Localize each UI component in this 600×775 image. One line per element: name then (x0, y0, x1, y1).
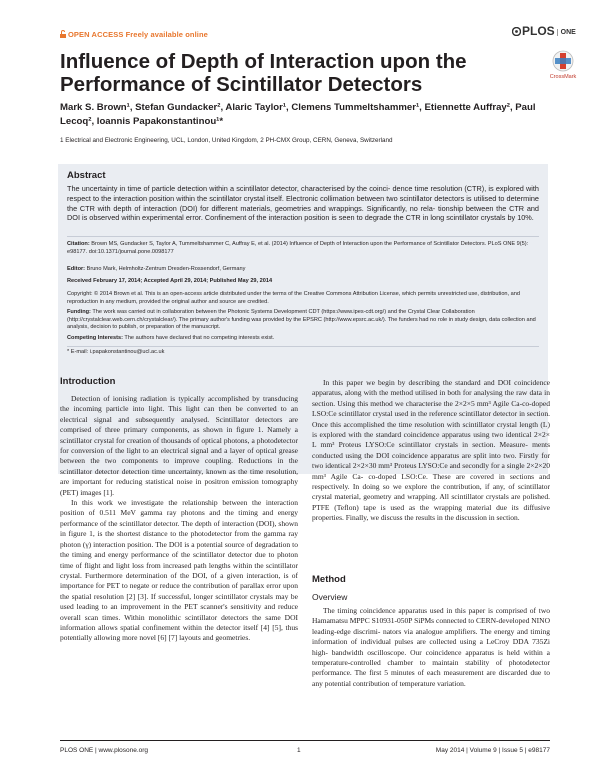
competing-text: The authors have declared that no competing interests exist. (124, 335, 275, 341)
competing-interests (67, 335, 539, 343)
editor-text: Bruno Mark, Helmholtz-Zentrum Dresden-Rossendorf, Germany (86, 266, 246, 272)
right-paragraph-1: In this paper we begin by describing the standard and DOI coincidence apparatus, along with the method utilised in both for analysing the raw data in section. Using this method we characterise the 2×2×5 mm³ Agile Ca-co-doped LSO:Ce scintillator crystal used in the reference scintillator detector in section. Once this accomplished the time resolution with scintillator crystal length (L) is explored with the standard coincidence apparatus using two identical 2×2× L mm³ Proteus LYSO:Ce scintillator crystals in section. Measure- ments conducted using the DOI coincidence apparatus are split into two. Firstly for two identical 2×2×30 mm³ Proteus LYSO:Ce and secondly for a single 2×2×20 mm³ Agile Ca- co-doped LSO:Ce. These are covered in sections and respectively. In doing so we explore the contribution, if any, of scintillator crystal material, geometry and wrapping. All scintillator crystals are polished. PTFE (Teflon) tape is used as the wrapping material due its diffusive properties. Finally, we discuss the results in the discussion in section. (312, 378, 550, 523)
copyright: Copyright: © 2014 Brown et al. This is an open-access article distributed under the terms of the Creative Commons Attribution License, which permits unrestricted use, distribution, and reproduction in any medium, provided the original author and source are credited. (67, 291, 520, 305)
author-list: Mark S. Brown¹, Stefan Gundacker², Alaric Taylor¹, Clemens Tummeltshammer¹, Etiennette Auffray², Paul Lecoq², Ioannis Papakonstantinou¹* (60, 102, 536, 127)
abstract-heading: Abstract (67, 170, 106, 181)
page-number: 1 (297, 747, 301, 754)
editor-label: Editor: (67, 266, 86, 272)
affiliations: 1 Electrical and Electronic Engineering, UCL, London, United Kingdom, 2 PH-CMX Group, CERN, Geneva, Switzerland (60, 137, 393, 144)
open-access-text: OPEN ACCESS Freely available online (68, 30, 208, 39)
overview-heading: Overview (312, 592, 348, 602)
editor (67, 266, 539, 274)
paper-title: Influence of Depth of Interaction upon the Performance of Scintillator Detectors (60, 50, 467, 96)
citation (67, 241, 539, 256)
citation-label: Citation: (67, 241, 90, 247)
footer-issue: May 2014 | Volume 9 | Issue 5 | e98177 (435, 747, 550, 754)
overview-body (312, 606, 550, 689)
funding-label: Funding: (67, 309, 91, 315)
funding (67, 309, 539, 332)
crossmark-icon (552, 50, 574, 72)
introduction-body (60, 394, 298, 644)
corresponding-email[interactable]: * E-mail: i.papakonstantinou@ucl.ac.uk (67, 349, 165, 355)
open-lock-icon (60, 30, 66, 38)
footer-rule (60, 740, 550, 741)
citation-text: Brown MS, Gundacker S, Taylor A, Tummeltshammer C, Auffray E, et al. (2014) Influence of Depth of Interaction upon the Performance of Scintillator Detectors. PLoS ONE 9(5): e98177. doi:10.1371/journal.pone.0098177 (67, 241, 529, 255)
crossmark-label: CrossMark (549, 74, 577, 80)
plos-logo-icon (512, 27, 521, 36)
intro-paragraph-2: In this work we investigate the relationship between the interaction position of 0.511 MeV gamma ray photons and the timing and energy performance of the scintillator detector. The depth of interaction (DOI), shown in figure 1, is the shortest distance to the photodetector from the gamma ray photon (γ) interaction position. The DOI is a potential source of degradation to the timing and energy performance of the scintillator detector due to photon time of flight and light loss from increased path lengths within the scintillator crystal. Furthermore determination of the DOI, of a given interaction, is of importance for PET to negate or reduce the contribution of parallax error upon the spatial resolution [2] [3]. If successful, longer scintillator crystals may be used leading to an improvement in the PET scanner's sensitivity and reduce overall scan times. Within monolithic scintillator detectors the same DOI information allows spatial confinement within the detector itself [4] [5], thus potentially allowing more novel [6] [7] layouts and geometries. (60, 498, 298, 643)
competing-label: Competing Interests: (67, 335, 123, 341)
method-heading: Method (312, 574, 346, 585)
intro-paragraph-1: Detection of ionising radiation is typically accomplished by transducing the incoming particle into light. This light can then be converted to an electrical signal and subsequently analysed. Scintillator detectors are comprised of three primary components, as shown in figure 1. Namely a scintillator crystal for creation of thousands of optical photons, a photodetector for conversion of the light to an electrical signal and a layer of optical grease between the two components to improve coupling. Reductions in the scintillator detector detection time uncertainty, known as the time resolution, are important for reducing statistical noise in positron emission tomography (PET) images [1]. (60, 394, 298, 497)
dates: Received February 17, 2014; Accepted April 29, 2014; Published May 29, 2014 (67, 278, 273, 284)
overview-paragraph: The timing coincidence apparatus used in this paper is comprised of two Hamamatsu MPPC S10931-050P SiPMs connected to CERN-developed NINO leading-edge discrimi- nators via analogue amplifiers. The energy and timing information of individual pulses are collected using a LeCroy DDA 735Zi high- bandwidth oscilloscope. Our coincidence apparatus is held within a temperature-controlled chamber to maintain stability of photodetector performance. The first 5 minutes of each measurement are discarded due to any potential contribution of temperature variation. (312, 606, 550, 688)
plos-one-logo (512, 24, 576, 38)
plos-logo-text: PLOS (522, 24, 555, 38)
crossmark-badge[interactable] (548, 50, 578, 80)
introduction-heading: Introduction (60, 376, 116, 387)
meta-divider (67, 346, 539, 347)
open-access-banner (60, 30, 208, 39)
abstract-divider (67, 236, 539, 237)
funding-text: The work was carried out in collaboration between the Photonic Systems Development CDT (https://www.ipes-cdt.org/) and the Crystal Clear Collaboration (http://crystalclear.web.cern.ch/crystalclear/). The primary author's funding was provided by the EPSRC (http://www.epsrc.ac.uk/). The funders had no role in study design, data collection and analysis, decision to publish, or preparation of the manuscript. (67, 309, 536, 331)
abstract-text: The uncertainty in time of particle detection within a scintillator detector, characterised by the coinci- dence time resolution (CTR), is explored with respect to the interaction position within the scintillator crystal itself. Electronic collimation between two scintillator detectors is utilised to determine the CTR with depth of interaction (DOI) for different materials, geometries and wrappings. Significantly, no rela- tionship between the CTR and DOI is observed within experimental error. Confinement of the interaction position is seen to degrade the CTR in long scintillator crystals by 10%. (67, 184, 539, 223)
right-column-intro (312, 378, 550, 524)
plos-logo-one: ONE (557, 29, 576, 36)
footer-journal[interactable]: PLOS ONE | www.plosone.org (60, 747, 149, 754)
